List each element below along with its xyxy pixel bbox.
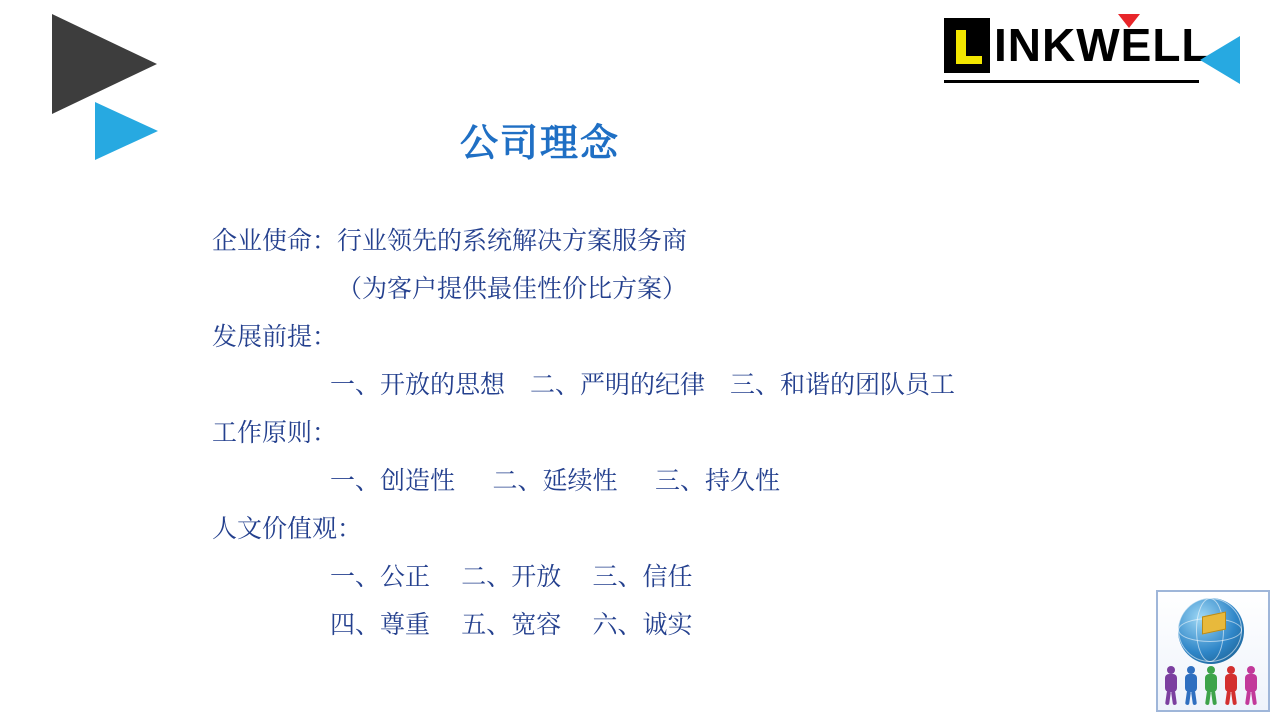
logo-underline [944,80,1199,83]
person-icon [1204,666,1218,706]
person-icon [1244,666,1258,706]
logo-wordmark: INKWELL [994,19,1211,71]
body-line: （为客户提供最佳性价比方案） [337,276,688,303]
logo-blue-arrow-icon [1200,36,1240,84]
arrow-dark-icon [52,14,157,114]
person-icon [1224,666,1238,706]
teamwork-globe-image [1156,590,1270,712]
logo-l-foot-icon [956,56,982,64]
body-line: 发展前提： [212,324,338,351]
body-line: 一、创造性 二、延续性 三、持久性 [330,468,781,495]
logo-red-triangle-icon [1118,14,1140,28]
person-icon [1184,666,1198,706]
company-logo [944,14,1254,84]
person-icon [1164,666,1178,706]
body-line: 一、开放的思想 二、严明的纪律 三、和谐的团队员工 [330,372,956,399]
page-title: 公司理念 [459,123,620,165]
body-line: 人文价值观： [212,516,363,543]
body-line: 工作原则： [212,420,338,447]
body-line: 四、尊重 五、宽容 六、诚实 [330,612,693,639]
body-line: 一、公正 二、开放 三、信任 [330,564,693,591]
logo-l-box [944,18,990,73]
slide-body [212,218,1112,650]
body-line: 企业使命：行业领先的系统解决方案服务商 [212,228,688,255]
